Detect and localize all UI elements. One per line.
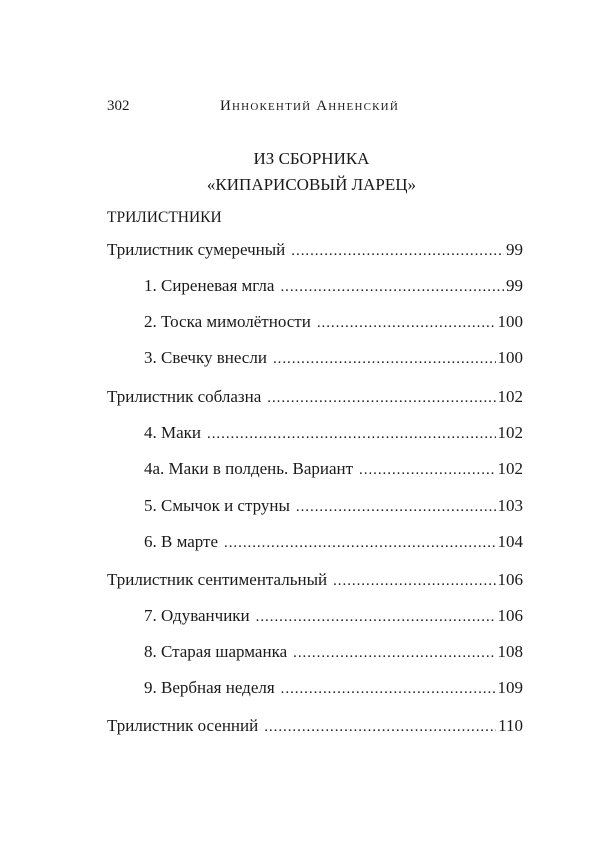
dot-leader — [264, 719, 496, 736]
dot-leader — [280, 279, 504, 296]
toc-entry-poem[interactable] — [144, 312, 523, 342]
dot-leader — [281, 681, 496, 698]
section-title — [0, 146, 595, 198]
page-number: 302 — [107, 98, 130, 114]
toc-entry-poem[interactable] — [144, 532, 523, 562]
toc-entry-title: 1. Сиреневая мгла — [144, 276, 275, 295]
dot-leader — [267, 390, 495, 407]
dot-leader — [273, 351, 496, 368]
toc-entry-cycle[interactable] — [107, 387, 523, 417]
toc-entry-page: 104 — [497, 532, 523, 551]
toc-entry-page: 102 — [497, 423, 523, 442]
toc-entry-page: 99 — [506, 240, 523, 259]
dot-leader — [317, 315, 496, 332]
dot-leader — [256, 609, 496, 626]
toc-entry-poem[interactable] — [144, 496, 523, 526]
toc-entry-page: 100 — [497, 312, 523, 331]
toc-entry-page: 100 — [497, 348, 523, 367]
group-heading: ТРИЛИСТНИКИ — [107, 209, 222, 226]
toc-entry-page: 110 — [498, 716, 523, 735]
toc-entry-title: Трилистник сентиментальный — [107, 570, 328, 589]
toc-entry-title: 3. Свечку внесли — [144, 348, 267, 367]
section-title-line-2: «КИПАРИСОВЫЙ ЛАРЕЦ» — [206, 175, 417, 194]
toc-entry-page: 106 — [497, 606, 523, 625]
dot-leader — [293, 645, 495, 662]
toc-entry-title: 9. Вербная неделя — [144, 678, 275, 697]
running-title: Иннокентий Анненский — [220, 98, 399, 114]
toc-entry-page: 102 — [497, 459, 523, 478]
toc-entry-poem[interactable] — [144, 678, 523, 708]
toc-entry-poem[interactable] — [144, 276, 523, 306]
toc-entry-title: 5. Смычок и струны — [144, 496, 290, 515]
toc-entry-cycle[interactable] — [107, 240, 523, 270]
running-head — [107, 98, 523, 118]
section-title-line-1: ИЗ СБОРНИКА — [253, 149, 370, 168]
dot-leader — [333, 573, 495, 590]
toc-entry-page: 108 — [497, 642, 523, 661]
toc-entry-title: 7. Одуванчики — [144, 606, 250, 625]
toc-entry-poem[interactable] — [144, 642, 523, 672]
toc-entry-title: 6. В марте — [144, 532, 219, 551]
toc-entry-page: 103 — [497, 496, 523, 515]
dot-leader — [224, 535, 495, 552]
toc-entry-poem[interactable] — [144, 348, 523, 378]
toc-entry-poem[interactable] — [144, 606, 523, 636]
toc-entry-title: Трилистник сумеречный — [107, 240, 286, 259]
toc-entry-page: 102 — [497, 387, 523, 406]
toc-entry-page: 109 — [497, 678, 523, 697]
toc-entry-poem[interactable] — [144, 423, 523, 453]
toc-entry-title: 4. Маки — [144, 423, 202, 442]
toc-entry-title: 2. Тоска мимолётности — [144, 312, 311, 331]
toc-entry-title: Трилистник осенний — [107, 716, 259, 735]
toc-entry-poem[interactable] — [144, 459, 523, 489]
toc-entry-title: Трилистник соблазна — [107, 387, 262, 406]
dot-leader — [291, 243, 504, 260]
toc-entry-title: 4а. Маки в полдень. Вариант — [144, 459, 354, 478]
toc-entry-page: 99 — [506, 276, 523, 295]
toc-entry-cycle[interactable] — [107, 570, 523, 600]
toc-entry-title: 8. Старая шарманка — [144, 642, 288, 661]
dot-leader — [296, 499, 496, 516]
dot-leader — [207, 426, 495, 443]
dot-leader — [359, 462, 495, 479]
toc-entry-page: 106 — [497, 570, 523, 589]
toc-entry-cycle[interactable] — [107, 716, 523, 746]
